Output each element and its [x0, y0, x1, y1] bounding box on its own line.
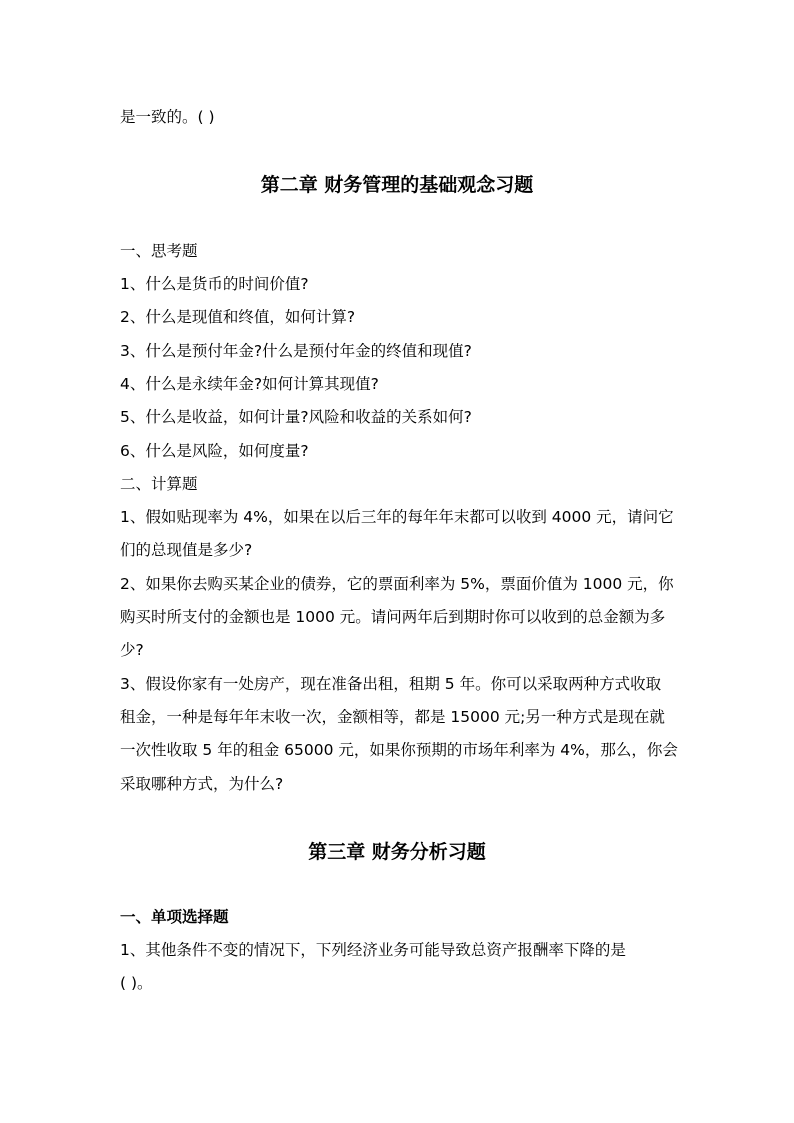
choice-question-1-line-1: 1、其他条件不变的情况下，下列经济业务可能导致总资产报酬率下降的是 [120, 941, 626, 959]
question-2: 2、什么是现值和终值，如何计算? [120, 308, 356, 326]
calc-question-2-line-1: 2、如果你去购买某企业的债券，它的票面利率为 5%，票面价值为 1000 元，你 [120, 575, 674, 593]
calc-question-3-line-3: 一次性收取 5 年的租金 65000 元，如果你预期的市场年利率为 4%，那么，你会 [120, 741, 678, 759]
choice-question-1-line-2: ( )。 [120, 974, 153, 992]
question-4: 4、什么是永续年金?如何计算其现值? [120, 375, 379, 393]
calc-question-3-line-2: 租金，一种是每年年末收一次，金额相等，都是 15000 元;另一种方式是现在就 [120, 708, 665, 726]
question-6: 6、什么是风险，如何度量? [120, 442, 309, 460]
continued-question-text: 是一致的。( ) [120, 108, 215, 126]
section-heading-thinking: 一、思考题 [120, 242, 198, 260]
calc-question-2-line-3: 少? [120, 641, 144, 659]
section-heading-calculation: 二、计算题 [120, 475, 198, 493]
calc-question-1-line-1: 1、假如贴现率为 4%，如果在以后三年的每年年末都可以收到 4000 元，请问它 [120, 508, 674, 526]
section-heading-single-choice: 一、单项选择题 [120, 908, 229, 926]
question-1: 1、什么是货币的时间价值? [120, 275, 309, 293]
question-3: 3、什么是预付年金?什么是预付年金的终值和现值? [120, 342, 472, 360]
chapter-3-title: 第三章 财务分析习题 [308, 841, 486, 863]
calc-question-2-line-2: 购买时所支付的金额也是 1000 元。请问两年后到期时你可以收到的总金额为多 [120, 608, 666, 626]
calc-question-1-line-2: 们的总现值是多少? [120, 541, 253, 559]
question-5: 5、什么是收益，如何计量?风险和收益的关系如何? [120, 408, 472, 426]
calc-question-3-line-1: 3、假设你家有一处房产，现在准备出租，租期 5 年。你可以采取两种方式收取 [120, 675, 662, 693]
calc-question-3-line-4: 采取哪种方式，为什么? [120, 775, 284, 793]
chapter-2-title: 第二章 财务管理的基础观念习题 [260, 174, 534, 196]
